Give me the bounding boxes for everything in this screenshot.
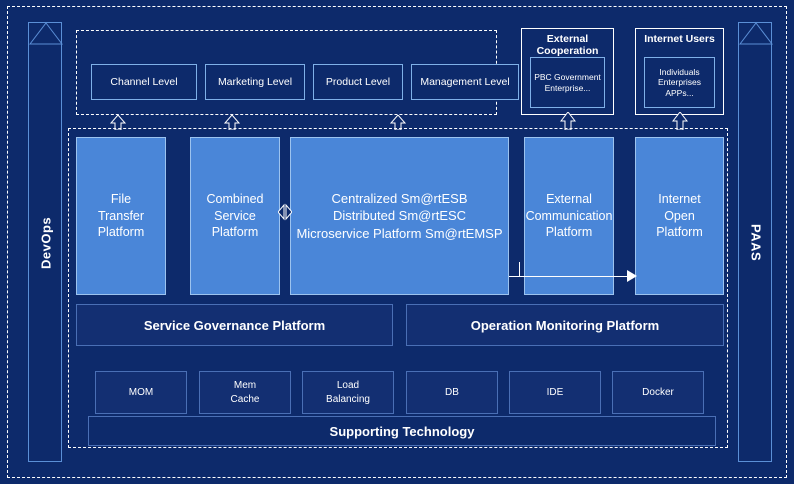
external-cooperation-members: PBC Government Enterprise... bbox=[530, 57, 605, 108]
core-line-2: Distributed Sm@rtESC bbox=[332, 208, 467, 224]
devops-arrow bbox=[28, 22, 62, 462]
file-transfer-platform-block[interactable] bbox=[76, 137, 166, 295]
level-box-management[interactable] bbox=[411, 64, 519, 100]
level-box-channel[interactable] bbox=[91, 64, 197, 100]
devops-arrow-label: DevOps bbox=[38, 216, 54, 270]
bidirectional-arrow-icon bbox=[278, 200, 292, 224]
internet-users-members: Individuals Enterprises APPs... bbox=[644, 57, 715, 108]
level-label: Marketing Level bbox=[217, 76, 293, 88]
tech-box-label: Mem Cache bbox=[230, 380, 260, 405]
paas-arrow bbox=[738, 22, 772, 462]
tech-box-mem-cache[interactable] bbox=[199, 371, 291, 414]
paas-arrow-label: PAAS bbox=[748, 224, 764, 262]
operation-monitoring-platform-bar[interactable] bbox=[406, 304, 724, 346]
external-communication-platform-label: External Communication Platform bbox=[525, 191, 613, 240]
tech-box-ide[interactable] bbox=[509, 371, 601, 414]
business-levels-group bbox=[76, 30, 510, 115]
supporting-technology-label: Supporting Technology bbox=[329, 423, 475, 439]
tech-box-label: MOM bbox=[128, 386, 154, 398]
tech-box-label: Docker bbox=[642, 386, 674, 398]
tech-box-label: DB bbox=[445, 386, 459, 398]
file-transfer-platform-label: File Transfer Platform bbox=[97, 191, 145, 240]
external-cooperation-card bbox=[521, 28, 614, 115]
core-line-1: Centralized Sm@rtESB bbox=[331, 190, 468, 206]
level-label: Channel Level bbox=[110, 76, 178, 88]
core-line-3: Microservice Platform Sm@rtEMSP bbox=[296, 225, 503, 241]
arrow-right-icon bbox=[625, 269, 637, 283]
internet-users-card bbox=[635, 28, 724, 115]
level-box-marketing[interactable] bbox=[205, 64, 305, 100]
level-label: Management Level bbox=[420, 76, 510, 88]
service-governance-label: Service Governance Platform bbox=[143, 317, 326, 333]
combined-service-platform-block[interactable] bbox=[190, 137, 280, 295]
level-box-product[interactable] bbox=[313, 64, 403, 100]
tech-box-docker[interactable] bbox=[612, 371, 704, 414]
tech-box-label: Load Balancing bbox=[326, 380, 370, 405]
external-communication-platform-block[interactable] bbox=[524, 137, 614, 295]
internet-open-platform-block[interactable] bbox=[635, 137, 724, 295]
external-cooperation-title: External Cooperation bbox=[536, 33, 599, 57]
core-esb-platform-block[interactable] bbox=[290, 137, 509, 295]
operation-monitoring-label: Operation Monitoring Platform bbox=[470, 317, 660, 333]
service-governance-platform-bar[interactable] bbox=[76, 304, 393, 346]
tech-box-label: IDE bbox=[546, 386, 564, 398]
tech-box-load-balancing[interactable] bbox=[302, 371, 394, 414]
level-label: Product Level bbox=[325, 76, 391, 88]
combined-service-platform-label: Combined Service Platform bbox=[206, 191, 264, 240]
internet-open-platform-label: Internet Open Platform bbox=[656, 191, 703, 240]
tech-box-mom[interactable] bbox=[95, 371, 187, 414]
tech-box-db[interactable] bbox=[406, 371, 498, 414]
core-to-internet-stub bbox=[519, 262, 520, 277]
core-to-internet-line bbox=[509, 276, 631, 277]
supporting-technology-bar[interactable] bbox=[88, 416, 716, 446]
internet-users-title: Internet Users bbox=[644, 33, 715, 45]
